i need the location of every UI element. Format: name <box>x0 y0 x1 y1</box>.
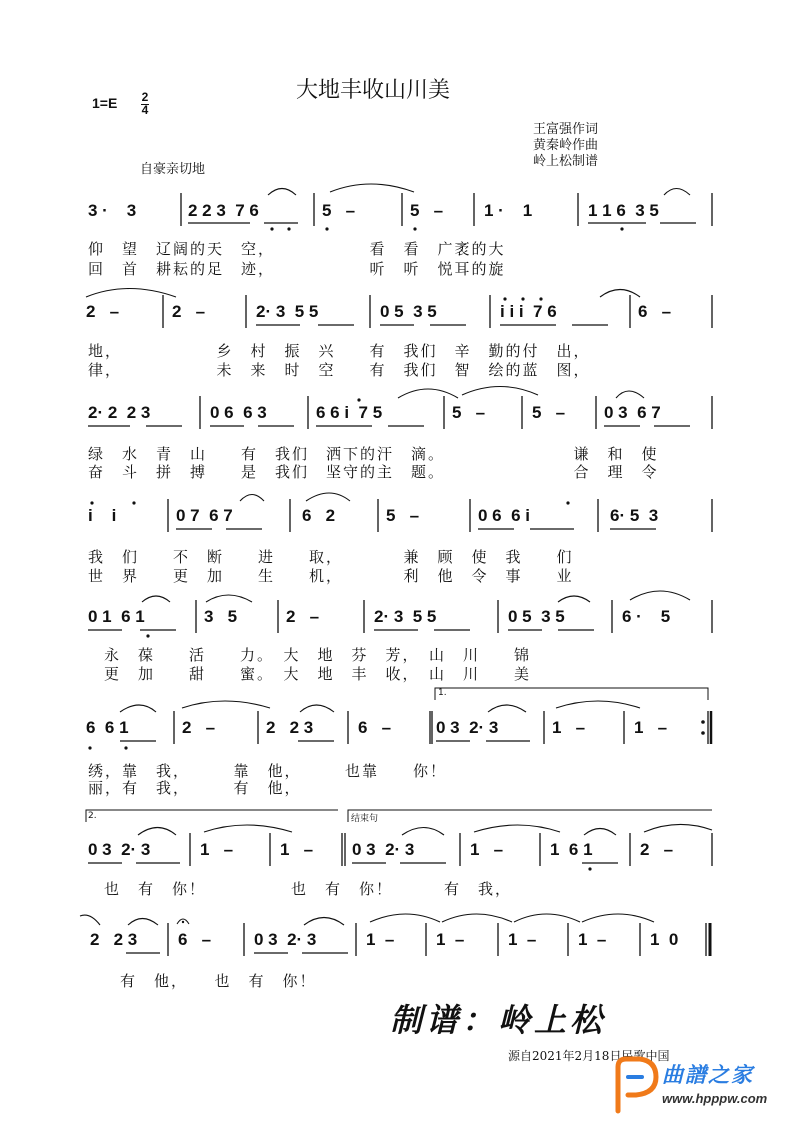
row-6-lyric-verse-1: 绣，靠 我， 靠 他， 也靠 你！ <box>88 762 448 780</box>
composer-credit: 黄秦岭作曲 <box>533 138 599 153</box>
row-6-notes-b: 2 – <box>182 718 216 737</box>
row-8-notes-f: 1 – <box>508 930 537 949</box>
row-7-notes-c: 1 – <box>280 840 314 859</box>
time-signature-bottom: 4 <box>141 103 149 117</box>
ending-phrase-label: 结束句 <box>351 814 379 824</box>
watermark-site-url: www.hpppw.com <box>662 1091 768 1106</box>
row-7-notes-d: 0 3 2· 3 <box>352 840 415 859</box>
row-4-notes-d: 5 – <box>386 506 420 525</box>
row-3-notes-d: 5 – <box>452 403 486 422</box>
row-4-notes-c: 6 2 <box>302 506 336 525</box>
row-1-lyric-verse-1: 仰 望 辽阔的天 空， 看 看 广袤的大 <box>88 240 506 258</box>
row-6-notes-g: 1 – <box>634 718 668 737</box>
arranger-signature: 制谱：岭上松 <box>390 1001 607 1039</box>
row-3-notes-a: 2· 2 2 3 <box>88 403 151 422</box>
row-1-notes-f: 1 1 6 3 5 <box>588 201 659 220</box>
row-7-notes-g: 2 – <box>640 840 674 859</box>
row-8-notes-e: 1 – <box>436 930 465 949</box>
row-8-lyric: 有 他， 也 有 你！ <box>120 972 317 990</box>
volta-2-label: 2. <box>88 811 97 821</box>
row-3-notes-b: 0 6 6 3 <box>210 403 267 422</box>
row-7-notes-b: 1 – <box>200 840 234 859</box>
volta-1-label: 1. <box>438 688 447 698</box>
row-1-notes-a: 3 · 3 <box>88 201 137 220</box>
row-3-notes-f: 0 3 6 7 <box>604 403 661 422</box>
row-2-lyric-verse-1: 地， 乡 村 振 兴 有 我们 辛 勤的付 出， <box>88 342 591 360</box>
slurs <box>80 184 712 925</box>
row-4-lyric-verse-1: 我 们 不 断 进 取， 兼 顾 使 我 们 <box>88 548 574 566</box>
row-7-notes-f: 1 6 1 <box>550 840 593 859</box>
row-6-notes-c: 2 2 3 <box>266 718 314 737</box>
row-1-notes-b: 2 2 3 7 6 <box>188 201 259 220</box>
row-4-notes-f: 6· 5 3 <box>610 506 659 525</box>
repeat-dots <box>701 720 705 735</box>
beat-underlines <box>88 223 696 953</box>
row-7-notes-e: 1 – <box>470 840 504 859</box>
watermark-site-name: 曲譜之家 <box>662 1063 754 1087</box>
row-6-lyric-verse-2: 丽，有 我， 有 他， <box>88 779 302 797</box>
row-8-notes-g: 1 – <box>578 930 607 949</box>
row-6-notes-a: 6 6 1 <box>86 718 129 737</box>
row-2-notes-c: 2· 3 5 5 <box>256 302 319 321</box>
row-1-notes-e: 1 · 1 <box>484 201 533 220</box>
row-3-notes-c: 6 6 i 7 5 <box>316 403 383 422</box>
row-4-notes-b: 0 7 6 7 <box>176 506 233 525</box>
fermata-dot <box>182 921 184 923</box>
row-1-notes-d: 5 – <box>410 201 444 220</box>
row-4-notes-e: 0 6 6 i <box>478 506 530 525</box>
row-8-notes-a: 2 2 3 <box>90 930 138 949</box>
row-5-notes-d: 2· 3 5 5 <box>374 607 437 626</box>
row-4-lyric-verse-2: 世 界 更 加 生 机， 利 他 令 事 业 <box>88 567 574 585</box>
row-5-notes-c: 2 – <box>286 607 320 626</box>
row-6-notes-f: 1 – <box>552 718 586 737</box>
volta-brackets <box>86 688 712 822</box>
row-1-lyric-verse-2: 回 首 耕耘的足 迹， 听 听 悦耳的旋 <box>88 260 506 278</box>
row-4-notes-a: i i <box>88 506 117 525</box>
row-8-notes-d: 1 – <box>366 930 395 949</box>
row-6-notes-d: 6 – <box>358 718 392 737</box>
barlines <box>163 193 712 956</box>
row-5-notes-e: 0 5 3 5 <box>508 607 565 626</box>
row-2-notes-a: 2 – <box>86 302 120 321</box>
row-2-notes-d: 0 5 3 5 <box>380 302 437 321</box>
row-8-notes-b: 6 – <box>178 930 212 949</box>
row-7-notes-a: 0 3 2· 3 <box>88 840 151 859</box>
octave-dots <box>88 227 623 870</box>
song-title: 大地丰收山川美 <box>296 78 451 103</box>
row-6-notes-e: 0 3 2· 3 <box>436 718 499 737</box>
row-5-notes-a: 0 1 6 1 <box>88 607 145 626</box>
row-2-lyric-verse-2: 律， 未 来 时 空 有 我们 智 绘的蓝 图， <box>88 361 591 379</box>
row-3-notes-e: 5 – <box>532 403 566 422</box>
arranger-credit: 岭上松制谱 <box>533 154 599 169</box>
row-2-notes-e: i i i 7 6 <box>500 302 557 321</box>
row-2-notes-b: 2 – <box>172 302 206 321</box>
row-8-notes-h: 1 0 <box>650 930 679 949</box>
row-5-notes-f: 6 · 5 <box>622 607 671 626</box>
key-signature: 1=E <box>92 95 118 111</box>
tempo-marking: 自豪亲切地 <box>140 162 206 177</box>
row-3-lyric-verse-1: 绿 水 青 山 有 我们 洒下的汗 滴。 谦 和 使 <box>88 445 659 463</box>
row-5-lyric-verse-2: 更 加 甜 蜜。 大 地 丰 收， 山 川 美 <box>104 665 532 683</box>
row-8-notes-c: 0 3 2· 3 <box>254 930 317 949</box>
row-5-lyric-verse-1: 永 葆 活 力。 大 地 芬 芳， 山 川 锦 <box>104 646 532 664</box>
lyricist-credit: 王富强作词 <box>533 122 599 137</box>
time-signature-top: 2 <box>141 90 149 104</box>
source-note: 源自2021年2月18日民歌中国 <box>508 1049 670 1063</box>
row-5-notes-b: 3 5 <box>204 607 238 626</box>
row-1-notes-c: 5 – <box>322 201 356 220</box>
watermark-logo-icon <box>612 1055 660 1115</box>
site-watermark <box>612 1055 788 1115</box>
row-2-notes-f: 6 – <box>638 302 672 321</box>
row-3-lyric-verse-2: 奋 斗 拼 搏 是 我们 坚守的主 题。 合 理 令 <box>88 463 659 481</box>
row-7-lyric: 也 有 你！ 也 有 你！ 有 我， <box>104 880 513 898</box>
